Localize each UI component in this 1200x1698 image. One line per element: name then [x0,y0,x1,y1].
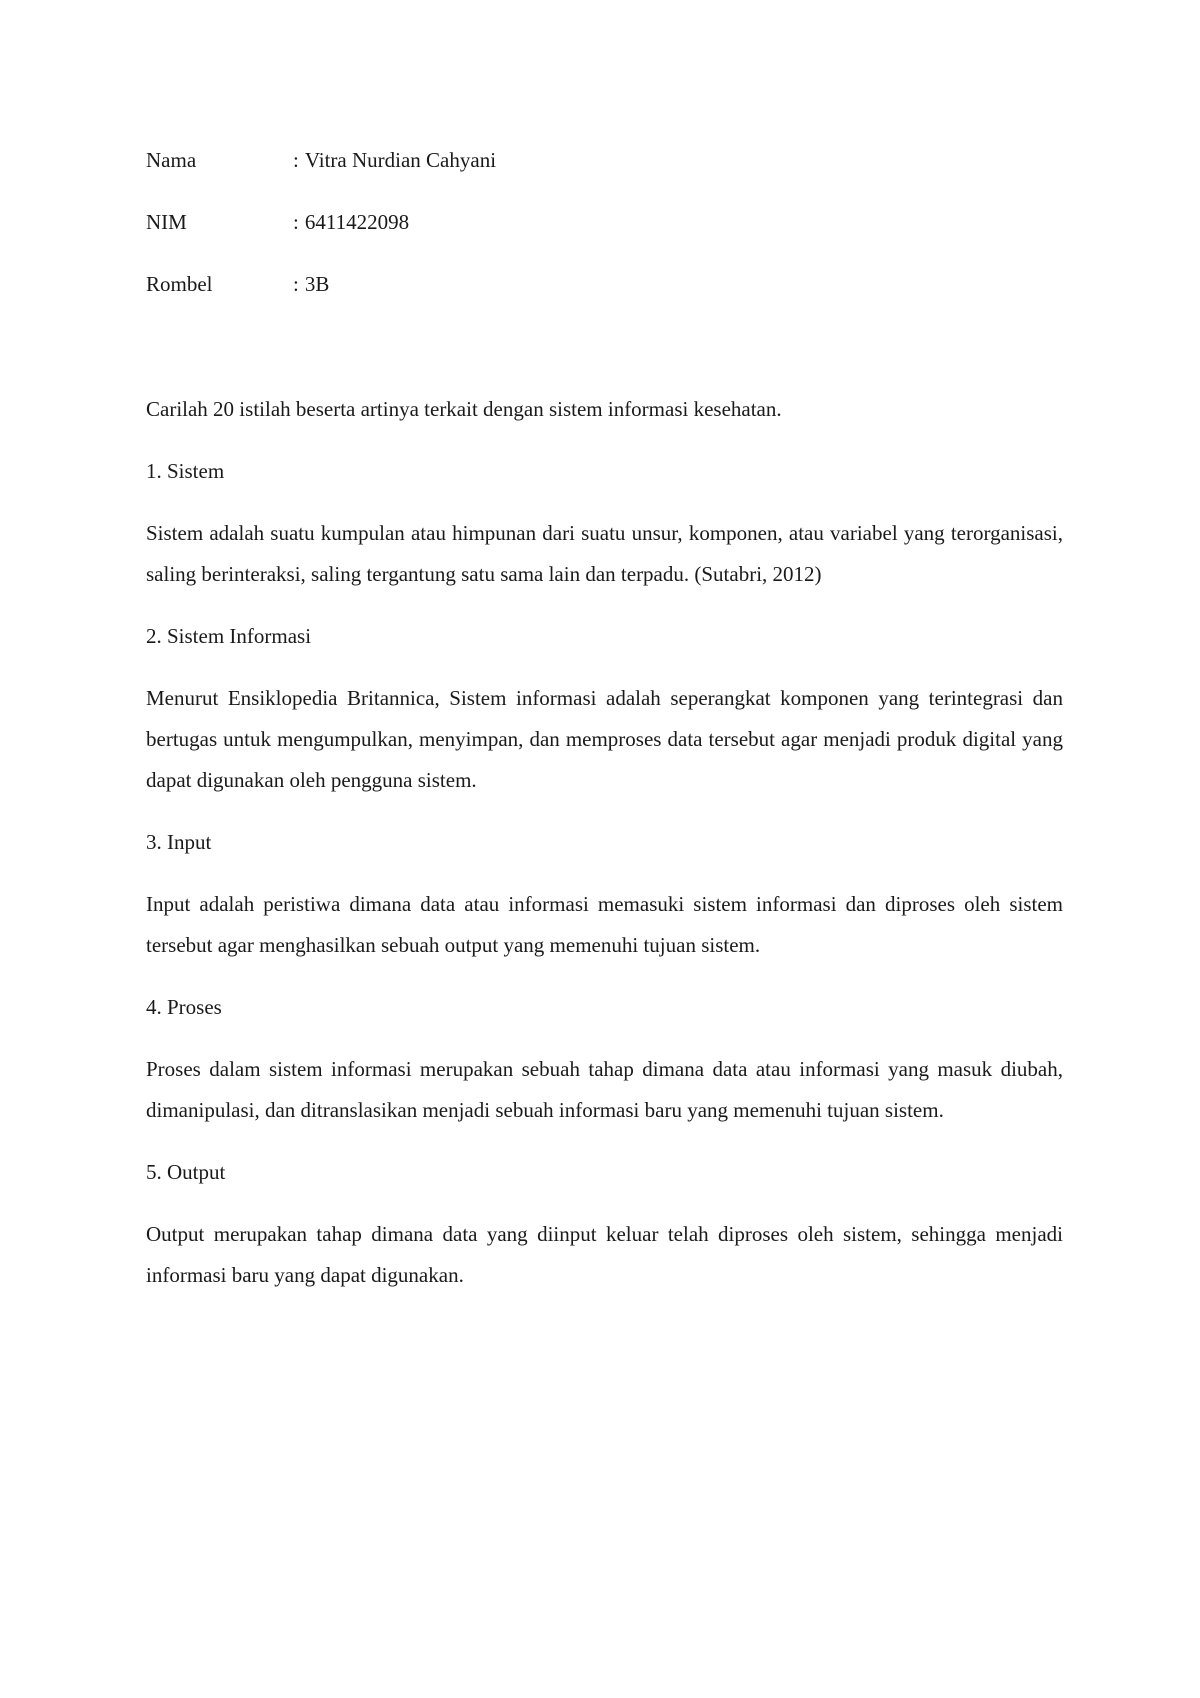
term-body-sistem-informasi: Menurut Ensiklopedia Britannica, Sistem informasi adalah seperangkat komponen yang terintegrasi dan bertugas untuk mengumpulkan, menyimpan, dan memproses data tersebut agar menjadi produk digital yang dapat digunakan oleh pengguna sistem. [146,686,1063,792]
rombel-separator: : [293,272,299,296]
nim-separator: : [293,210,299,234]
term-heading-input: 3. Input [146,830,212,854]
assignment-instruction: Carilah 20 istilah beserta artinya terkait dengan sistem informasi kesehatan. [146,397,782,421]
term-body-sistem: Sistem adalah suatu kumpulan atau himpunan dari suatu unsur, komponen, atau variabel yang terorganisasi, saling berinteraksi, saling tergantung satu sama lain dan terpadu. (Sutabri, 2012) [146,521,1063,586]
name-label: Nama [146,148,197,172]
term-body-proses: Proses dalam sistem informasi merupakan sebuah tahap dimana data atau informasi yang masuk diubah, dimanipulasi, dan ditranslasikan menjadi sebuah informasi baru yang memenuhi tujuan sistem. [146,1057,1063,1122]
term-body-output: Output merupakan tahap dimana data yang diinput keluar telah diproses oleh sistem, sehingga menjadi informasi baru yang dapat digunakan. [146,1222,1063,1287]
term-body-input: Input adalah peristiwa dimana data atau informasi memasuki sistem informasi dan diproses oleh sistem tersebut agar menghasilkan sebuah output yang memenuhi tujuan sistem. [146,892,1063,957]
rombel-label: Rombel [146,272,213,296]
document-page [146,140,1063,1317]
term-heading-sistem-informasi: 2. Sistem Informasi [146,624,312,648]
rombel-value: 3B [304,272,330,296]
name-separator: : [293,148,299,172]
term-heading-sistem: 1. Sistem [146,459,225,483]
term-heading-proses: 4. Proses [146,995,222,1019]
name-row [146,140,1063,181]
nim-row [146,202,1063,243]
nim-label: NIM [146,210,187,234]
nim-value: 6411422098 [304,210,410,234]
rombel-row [146,264,1063,305]
name-value: Vitra Nurdian Cahyani [304,148,497,172]
term-heading-output: 5. Output [146,1160,226,1184]
